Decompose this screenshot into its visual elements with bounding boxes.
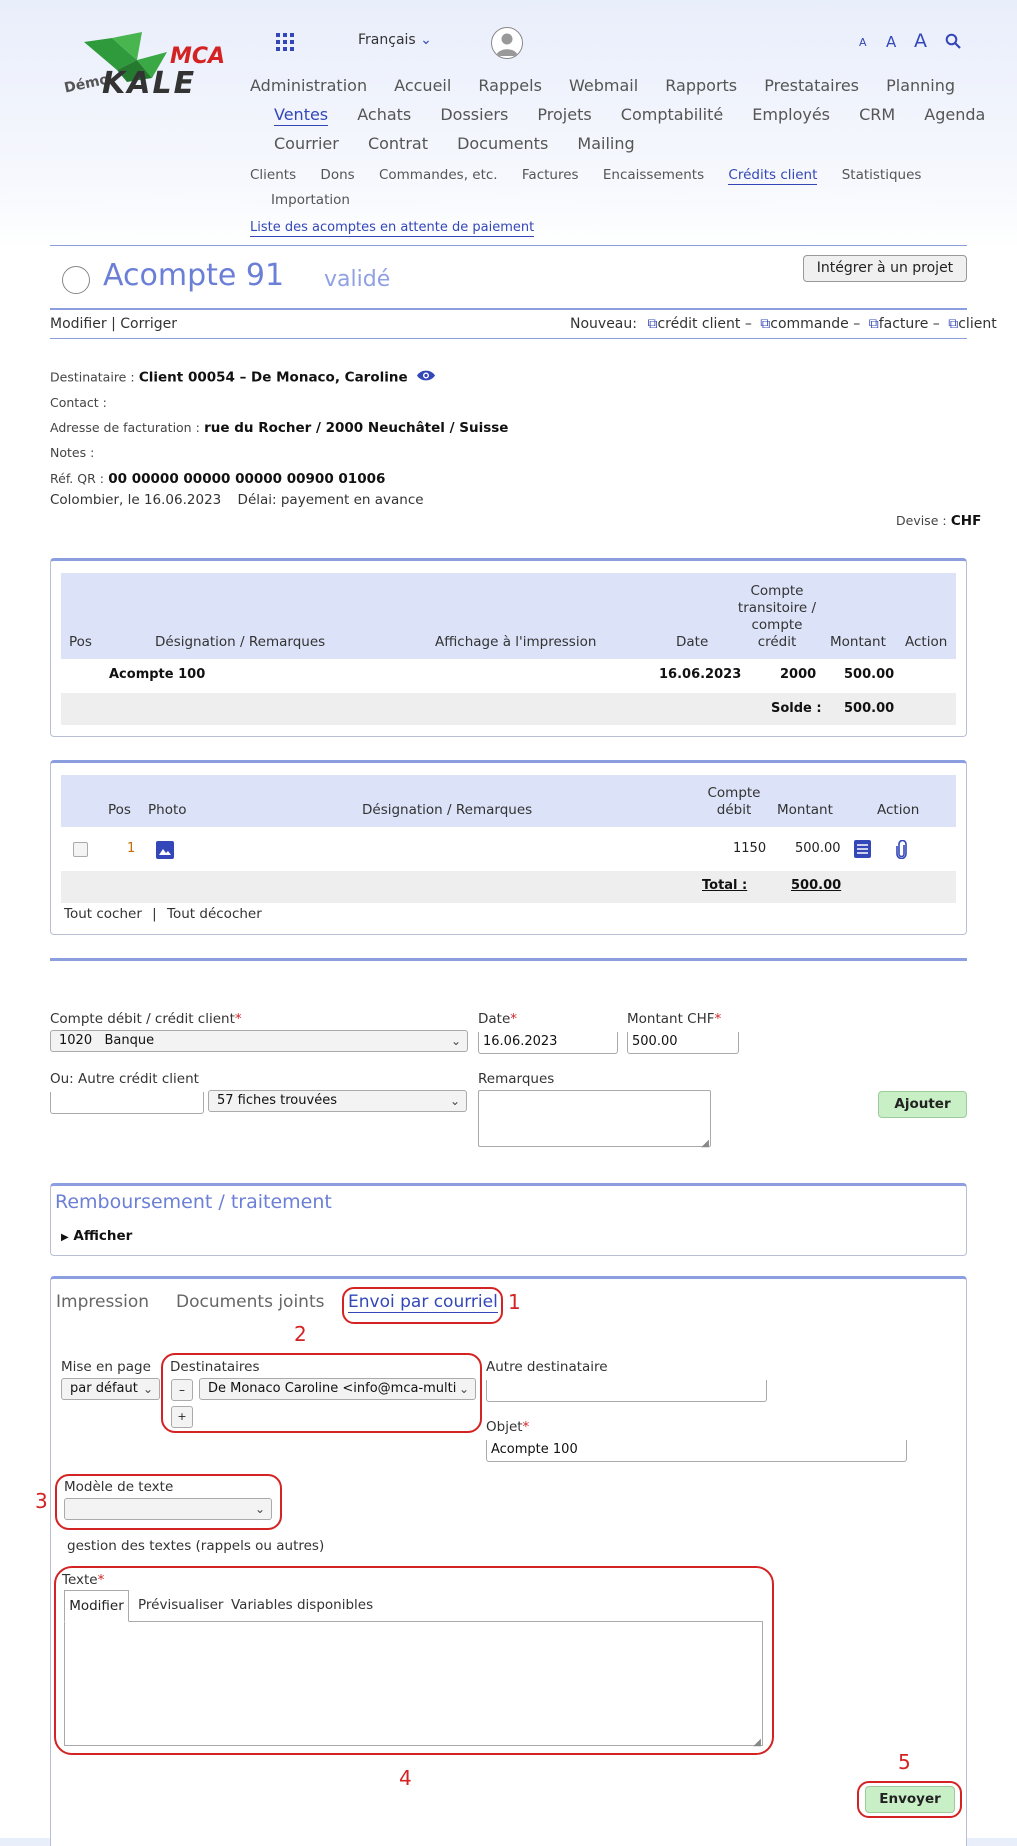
chevron-down-icon: ⌄ [254, 1502, 265, 1516]
eye-icon[interactable] [416, 369, 436, 386]
tab-email-send[interactable]: Envoi par courriel [348, 1292, 498, 1312]
date-label-text: Date [478, 1011, 511, 1027]
user-icon [492, 28, 522, 58]
refund-title: Remboursement / traitement [55, 1191, 332, 1213]
amount-label-text: Montant CHF [627, 1011, 715, 1027]
required-mark: * [714, 1011, 722, 1027]
annotation-ring-3 [55, 1474, 282, 1530]
send-button[interactable]: Envoyer [865, 1786, 955, 1813]
pending-deposits-link[interactable]: Liste des acomptes en attente de paiement [250, 220, 535, 235]
editor-tab-variables[interactable]: Variables disponibles [231, 1597, 374, 1613]
layout-select[interactable] [61, 1378, 160, 1400]
place-date: Colombier, le 16.06.2023 [50, 492, 222, 508]
th-action: Action [905, 634, 948, 650]
subject-label-text: Objet [486, 1419, 523, 1435]
nav-crm[interactable]: CRM [859, 105, 896, 124]
font-size-small-button[interactable]: A [859, 36, 867, 49]
subnav-factures[interactable]: Factures [521, 167, 579, 183]
text-label-text: Texte [62, 1572, 98, 1588]
notes-label: Notes : [50, 445, 95, 460]
triangle-right-icon: ▶ [61, 1232, 69, 1243]
payments-table-header [61, 775, 956, 827]
external-link-icon: ⧉ [868, 316, 879, 332]
chevron-down-icon: ⌄ [449, 1094, 460, 1108]
billing-address-row [50, 420, 508, 436]
apps-grid-icon[interactable] [276, 33, 294, 51]
th-designation: Désignation / Remarques [155, 634, 326, 650]
actions-divider [50, 338, 967, 339]
layout-label: Mise en page [61, 1359, 151, 1375]
row-checkbox[interactable] [73, 842, 88, 857]
th-amount: Montant [830, 634, 886, 650]
row-debit-account: 1150 [733, 841, 767, 856]
chevron-down-icon: ⌄ [450, 1034, 461, 1048]
nav-rapports[interactable]: Rapports [665, 76, 738, 95]
nav-administration[interactable]: Administration [250, 76, 368, 95]
tab-attached-documents[interactable]: Documents joints [176, 1292, 325, 1312]
subnav-dons[interactable]: Dons [320, 167, 355, 183]
editor-tab-preview[interactable]: Prévisualiser [138, 1597, 224, 1613]
found-records-value: 57 fiches trouvées [217, 1093, 337, 1108]
nav-agenda[interactable]: Agenda [924, 105, 986, 124]
balance-label: Solde : [771, 701, 822, 716]
nav-comptabilite[interactable]: Comptabilité [620, 105, 724, 124]
font-size-medium-button[interactable]: A [886, 33, 897, 51]
search-icon[interactable] [945, 33, 961, 49]
date-field[interactable]: 16.06.2023 [478, 1032, 618, 1054]
account-select-value: 1020 Banque [59, 1033, 155, 1048]
details-list-icon[interactable] [854, 840, 871, 858]
account-field-label [50, 1011, 242, 1027]
editor-tab-modify[interactable]: Modifier [64, 1590, 129, 1622]
currency-label: Devise : [896, 513, 947, 528]
row-amount: 500.00 [795, 841, 841, 856]
brand-demo: Démo [62, 71, 111, 97]
correct-link[interactable]: Corriger [120, 316, 177, 332]
actions-separator: | [111, 316, 116, 332]
uncheck-all-link[interactable]: Tout décocher [167, 906, 262, 922]
resize-handle-icon[interactable]: ◢ [753, 1737, 761, 1748]
row-pos: 1 [127, 841, 136, 856]
logo[interactable] [62, 30, 232, 102]
billing-address-value: rue du Rocher / 2000 Neuchâtel / Suisse [204, 420, 509, 436]
language-select[interactable] [358, 32, 432, 48]
annotation-number-4: 4 [399, 1766, 412, 1790]
contact-label: Contact : [50, 395, 107, 410]
recipient-row [50, 369, 436, 386]
refund-toggle-label: Afficher [73, 1228, 133, 1244]
check-separator: | [152, 906, 157, 922]
required-mark: * [234, 1011, 242, 1027]
other-recipient-input[interactable] [486, 1380, 767, 1402]
nav-mailing[interactable]: Mailing [577, 134, 635, 153]
status-badge: validé [324, 267, 391, 292]
qr-ref-value: 00 00000 00000 00000 00900 01006 [108, 471, 386, 487]
nav-rappels[interactable]: Rappels [478, 76, 542, 95]
row-designation: Acompte 100 [109, 667, 206, 682]
nav-employes[interactable]: Employés [752, 105, 831, 124]
text-editor-area[interactable] [64, 1621, 763, 1746]
qr-ref-row [50, 471, 385, 487]
other-credit-label: Ou: Autre crédit client [50, 1071, 199, 1087]
modify-link[interactable]: Modifier [50, 316, 107, 332]
account-label-text: Compte débit / crédit client [50, 1011, 235, 1027]
new-order-link[interactable]: commande – [770, 316, 861, 332]
th2-debit-account: Compte débit [707, 785, 761, 818]
amount-field[interactable]: 500.00 [627, 1032, 739, 1054]
required-mark: * [97, 1572, 105, 1588]
doc-actions [50, 316, 177, 332]
subnav-commandes[interactable]: Commandes, etc. [378, 167, 498, 183]
section-divider [50, 958, 967, 961]
subnav-importation[interactable]: Importation [271, 192, 350, 208]
total-value: 500.00 [791, 878, 842, 893]
chevron-down-icon: ⌄ [420, 32, 432, 48]
remarks-label: Remarques [478, 1071, 555, 1087]
payment-delay: Délai: payement en avance [237, 492, 424, 508]
annotation-number-1: 1 [508, 1290, 521, 1314]
layout-value: par défaut [70, 1381, 138, 1396]
annotation-number-3: 3 [35, 1489, 48, 1513]
brand-mca: MCA [170, 44, 226, 69]
recipient-select-value: De Monaco Caroline <info@mca-multi [208, 1381, 457, 1396]
nav-contrat[interactable]: Contrat [367, 134, 428, 153]
remove-recipient-button[interactable]: – [171, 1379, 193, 1401]
font-size-large-button[interactable]: A [914, 30, 927, 52]
th2-pos: Pos [108, 802, 131, 818]
annotation-ring-5 [857, 1781, 962, 1818]
status-circle-icon [62, 266, 90, 294]
qr-ref-label: Réf. QR : [50, 471, 104, 486]
th2-photo: Photo [148, 802, 187, 818]
image-icon[interactable] [156, 841, 174, 859]
main-nav-row2 [274, 105, 985, 124]
chevron-down-icon: ⌄ [142, 1382, 153, 1396]
currency-row [896, 513, 981, 529]
nav-webmail[interactable]: Webmail [569, 76, 639, 95]
add-button[interactable]: Ajouter [878, 1091, 967, 1118]
subnav-clients[interactable]: Clients [250, 167, 297, 183]
nav-planning[interactable]: Planning [886, 76, 956, 95]
place-date-row [50, 492, 424, 508]
header-divider [50, 245, 967, 246]
th-print-display: Affichage à l'impression [435, 634, 597, 650]
nav-ventes[interactable]: Ventes [274, 105, 329, 124]
nav-accueil[interactable]: Accueil [394, 76, 452, 95]
account-select[interactable] [50, 1030, 468, 1052]
external-link-icon: ⧉ [647, 316, 658, 332]
recipients-label: Destinataires [170, 1359, 260, 1375]
tab-impression[interactable]: Impression [56, 1292, 150, 1312]
th-pos: Pos [69, 634, 92, 650]
subject-field-label [486, 1419, 529, 1435]
th2-designation: Désignation / Remarques [362, 802, 533, 818]
external-link-icon: ⧉ [948, 316, 959, 332]
title-divider [50, 308, 967, 310]
required-mark: * [522, 1419, 530, 1435]
date-field-label [478, 1011, 517, 1027]
row-date: 16.06.2023 [659, 667, 742, 682]
check-links [64, 906, 262, 922]
sub-nav [250, 167, 921, 183]
manage-texts-link[interactable]: gestion des textes (rappels ou autres) [67, 1538, 325, 1554]
main-nav-row3 [274, 134, 635, 153]
row-account: 2000 [780, 667, 817, 682]
subnav-credits-client[interactable]: Crédits client [728, 167, 818, 183]
amount-field-label [627, 1011, 721, 1027]
new-credit-link[interactable]: crédit client – [657, 316, 752, 332]
annotation-number-5: 5 [898, 1750, 911, 1774]
nav-documents[interactable]: Documents [457, 134, 549, 153]
page-title: Acompte 91 [103, 258, 285, 293]
recipient-value[interactable]: Client 00054 – De Monaco, Caroline [138, 369, 408, 386]
other-recipient-label: Autre destinataire [486, 1359, 608, 1375]
new-invoice-link[interactable]: facture – [878, 316, 940, 332]
th2-amount: Montant [777, 802, 833, 818]
chevron-down-icon: ⌄ [456, 1379, 469, 1399]
th-transit-account: Compte transitoire / compte crédit [737, 583, 817, 650]
resize-handle-icon[interactable]: ◢ [701, 1138, 709, 1149]
annotation-number-2: 2 [294, 1322, 307, 1346]
recipient-label: Destinataire : [50, 369, 135, 385]
brand-kale: KALE [102, 66, 197, 101]
nav-projets[interactable]: Projets [537, 105, 592, 124]
new-label: Nouveau: [570, 316, 637, 332]
check-all-link[interactable]: Tout cocher [64, 906, 142, 922]
subject-input[interactable]: Acompte 100 [486, 1440, 907, 1462]
nav-achats[interactable]: Achats [357, 105, 412, 124]
nav-courrier[interactable]: Courrier [274, 134, 339, 153]
row-amount: 500.00 [844, 667, 895, 682]
refund-toggle[interactable] [61, 1228, 132, 1244]
new-client-link[interactable]: client [958, 316, 997, 332]
remarks-textarea[interactable] [478, 1090, 711, 1147]
nav-prestataires[interactable]: Prestataires [764, 76, 860, 95]
other-credit-input[interactable] [50, 1092, 204, 1114]
th2-action: Action [877, 802, 920, 818]
external-link-icon: ⧉ [760, 316, 771, 332]
subnav-statistiques[interactable]: Statistiques [841, 167, 922, 183]
new-links [570, 316, 997, 332]
main-nav-row1 [250, 76, 955, 95]
billing-address-label: Adresse de facturation : [50, 420, 200, 435]
language-label: Français [358, 32, 416, 48]
balance-bar [61, 693, 956, 725]
add-recipient-button[interactable]: + [171, 1406, 193, 1428]
paperclip-icon[interactable] [896, 840, 908, 859]
annotation-ring-1 [342, 1287, 503, 1324]
balance-value: 500.00 [844, 701, 895, 716]
nav-dossiers[interactable]: Dossiers [440, 105, 509, 124]
subnav-encaissements[interactable]: Encaissements [602, 167, 705, 183]
annotation-ring-2 [161, 1353, 482, 1433]
currency-value: CHF [950, 513, 982, 529]
total-label: Total : [702, 878, 748, 893]
required-mark: * [510, 1011, 518, 1027]
integrate-project-button[interactable]: Intégrer à un projet [803, 255, 967, 282]
th-date: Date [676, 634, 709, 650]
user-avatar[interactable] [491, 27, 523, 59]
template-label: Modèle de texte [64, 1479, 174, 1495]
found-records-select[interactable] [208, 1090, 467, 1112]
